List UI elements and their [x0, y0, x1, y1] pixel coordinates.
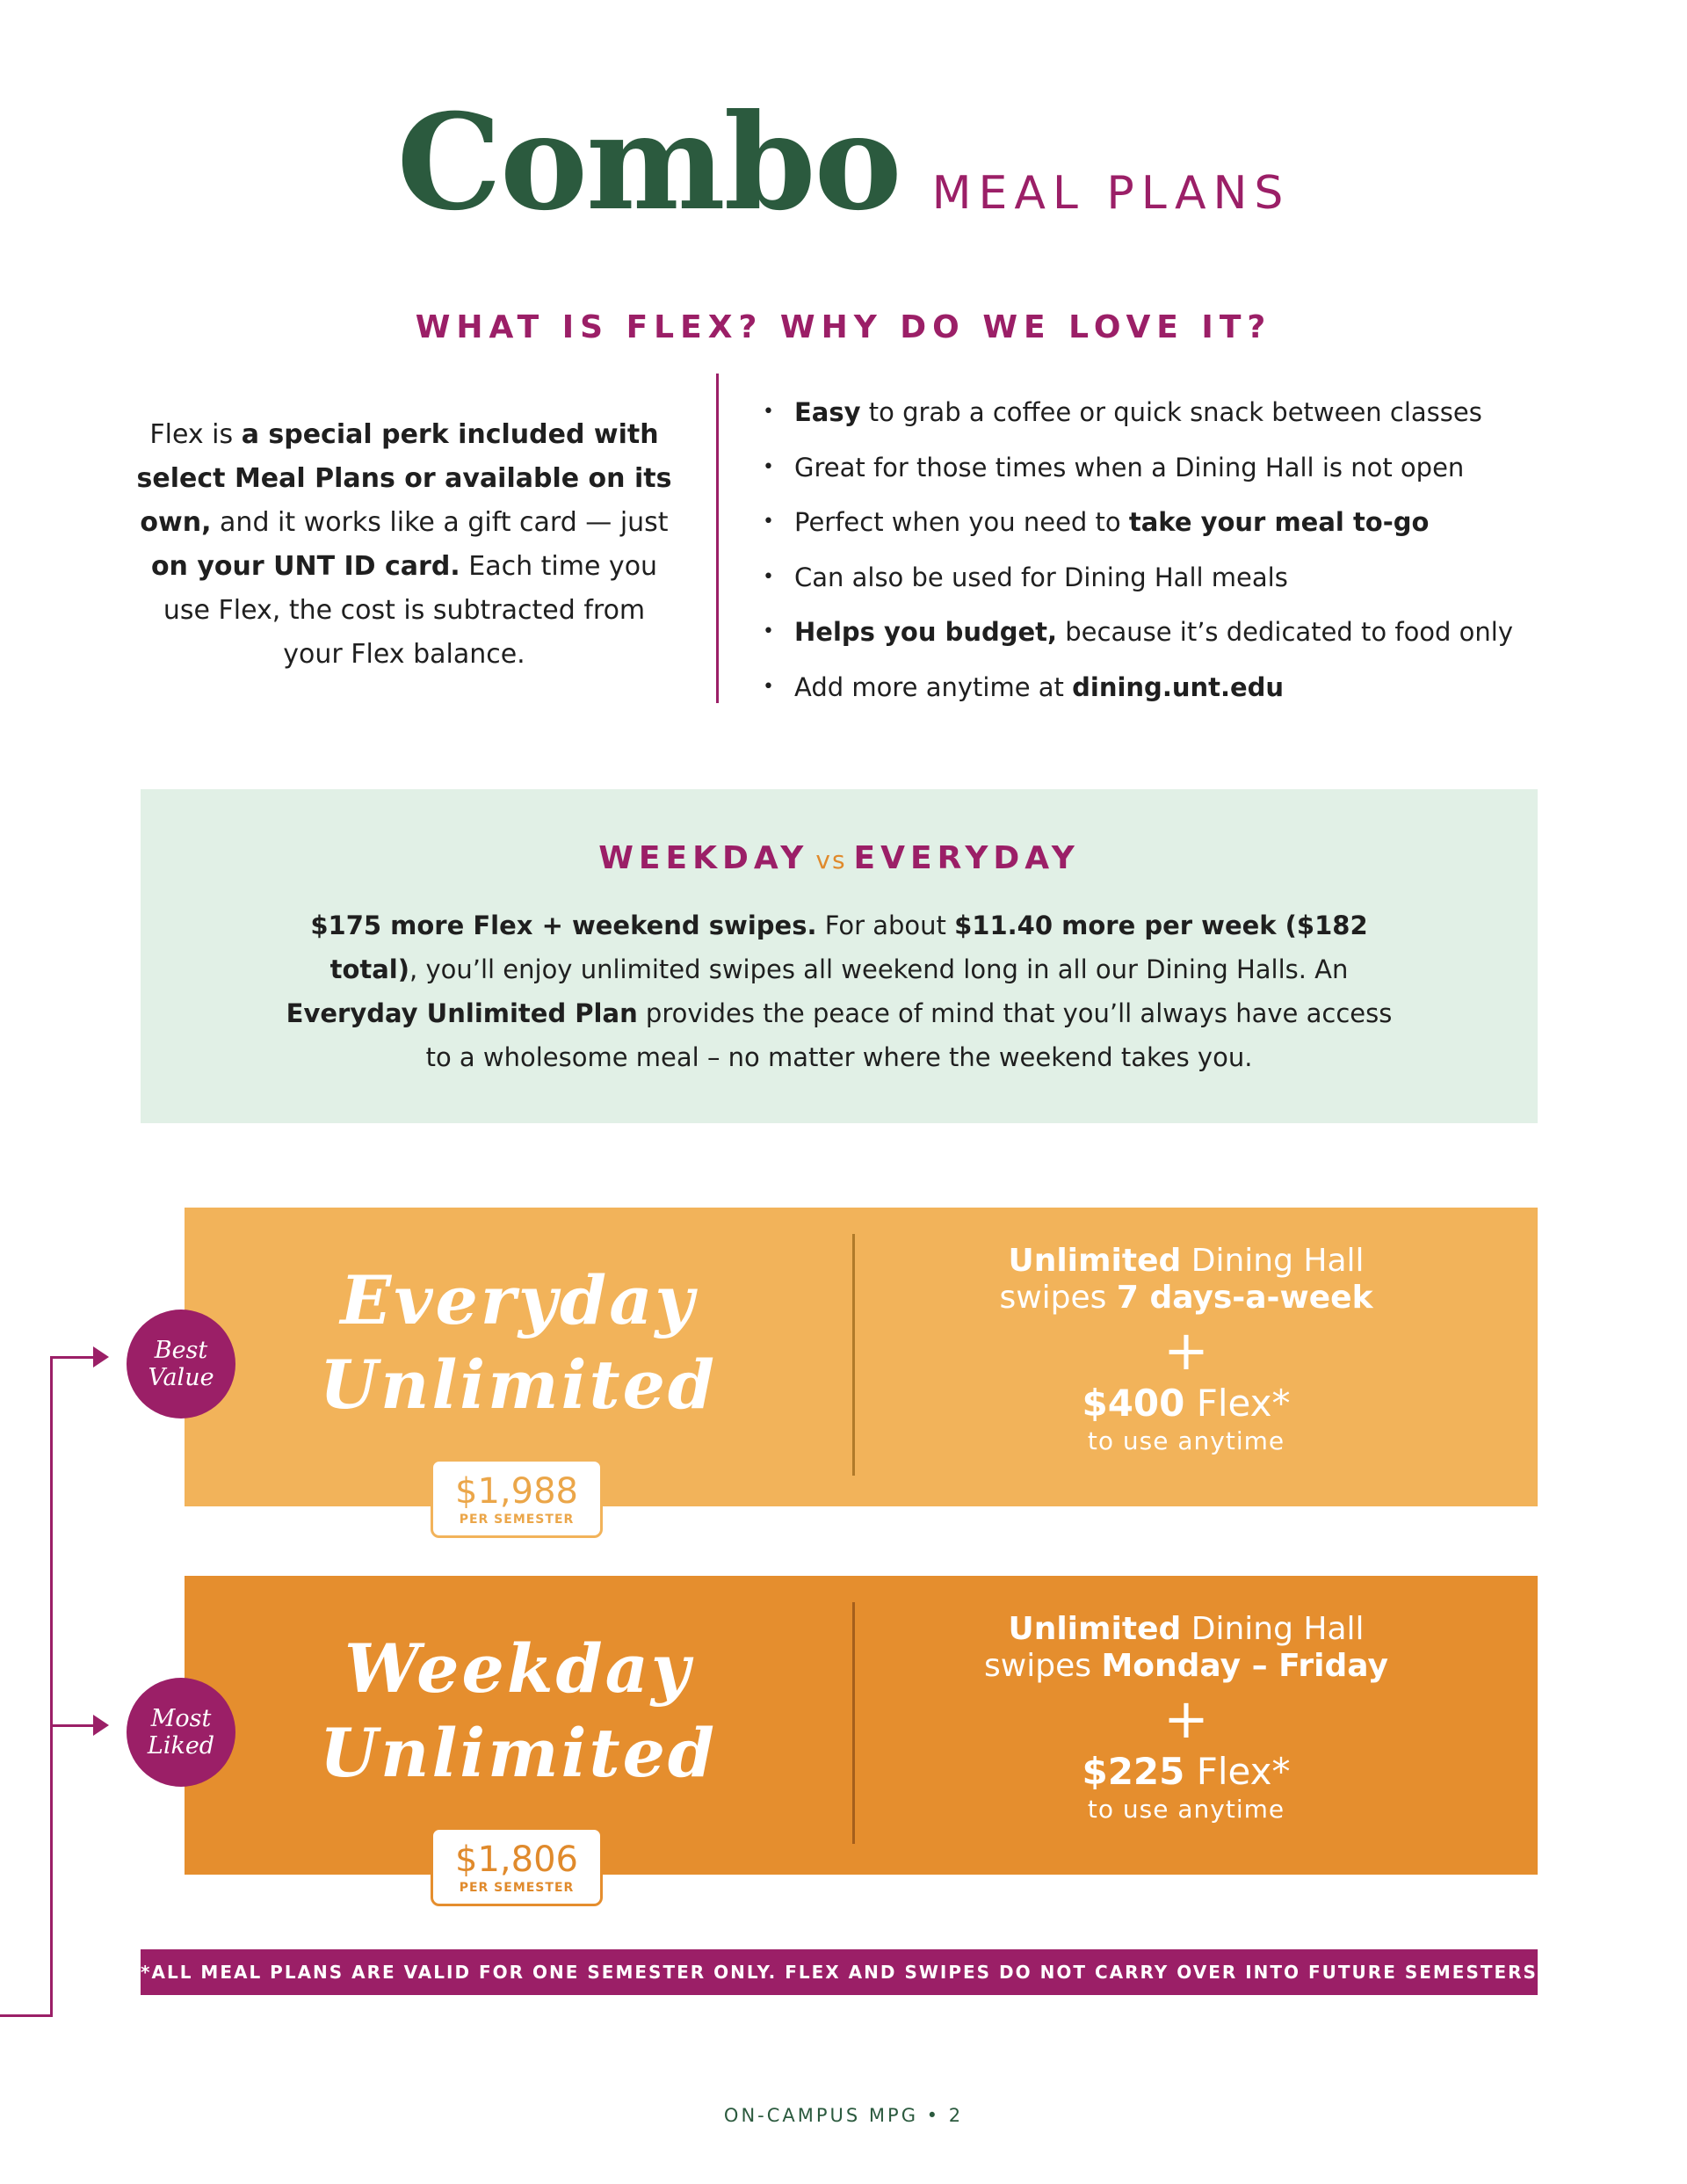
- bullet-icon: •: [763, 455, 774, 478]
- page-title: [0, 85, 1687, 240]
- heading-everyday: EVERYDAY: [853, 840, 1080, 876]
- swipes-line: [879, 1280, 1494, 1317]
- flex-amount-line: [879, 1750, 1494, 1794]
- intro-text: Flex is: [149, 419, 242, 450]
- price-amount: $1,806: [455, 1839, 578, 1880]
- page-footer: ON-CAMPUS MPG • 2: [723, 2105, 964, 2126]
- list-item: [756, 605, 1643, 660]
- swipes-bold: Unlimited: [1008, 1243, 1182, 1279]
- badge-line: Value: [148, 1364, 214, 1391]
- arrow-icon: [93, 1715, 109, 1736]
- price-tag: [431, 1827, 603, 1906]
- arrow-icon: [93, 1346, 109, 1368]
- flex-label: Flex*: [1184, 1750, 1291, 1793]
- swipes-line: [879, 1648, 1494, 1685]
- plus-icon: +: [1163, 1687, 1209, 1751]
- bullet-icon: •: [763, 401, 774, 423]
- list-item: [756, 385, 1643, 440]
- swipes-bold: Monday – Friday: [1101, 1648, 1388, 1684]
- card-divider: [852, 1234, 855, 1476]
- plan-details: [879, 1243, 1494, 1457]
- flex-amount-line: [879, 1382, 1494, 1426]
- flex-intro-paragraph: [132, 413, 677, 677]
- bullet-bold: Easy: [794, 397, 861, 427]
- list-item: [756, 495, 1643, 550]
- comparison-paragraph: [272, 903, 1406, 1079]
- comparison-box: [141, 789, 1538, 1123]
- connector-line: [50, 1356, 96, 1359]
- bullet-link-text: dining.unt.edu: [1072, 671, 1285, 702]
- swipes-bold: 7 days-a-week: [1116, 1280, 1373, 1316]
- swipes-line: [879, 1611, 1494, 1648]
- price-amount: $1,988: [455, 1471, 578, 1512]
- bullet-icon: •: [763, 675, 774, 698]
- connector-line: [50, 1356, 53, 2017]
- flex-subtext: to use anytime: [1087, 1795, 1285, 1824]
- plan-name-line: Unlimited: [319, 1346, 718, 1424]
- swipes-text: Dining Hall: [1181, 1611, 1365, 1647]
- badge-line: Best: [154, 1337, 208, 1364]
- flex-subtext: to use anytime: [1087, 1426, 1285, 1455]
- plan-name-line: Weekday: [344, 1629, 693, 1708]
- plan-name-line: Unlimited: [319, 1714, 718, 1792]
- heading-vs: vs: [815, 845, 847, 874]
- flex-label: Flex*: [1184, 1382, 1291, 1425]
- comparison-bold: Everyday Unlimited Plan: [286, 998, 638, 1028]
- list-item: [756, 550, 1643, 606]
- badge-line: Liked: [147, 1732, 215, 1760]
- bullet-text: to grab a coffee or quick snack between classes: [860, 397, 1482, 427]
- bullet-icon: •: [763, 620, 774, 642]
- flex-heading: WHAT IS FLEX? WHY DO WE LOVE IT?: [415, 309, 1272, 345]
- intro-bold: a special perk included with select Meal Plans or available on its own,: [136, 419, 672, 538]
- flex-amount: $225: [1082, 1750, 1185, 1793]
- title-subtitle: MEAL PLANS: [931, 167, 1291, 220]
- intro-text: and it works like a gift card — just: [211, 507, 669, 538]
- comparison-text: , you’ll enjoy unlimited swipes all weekend long in all our Dining Halls. An: [409, 954, 1349, 984]
- list-item: [756, 660, 1643, 715]
- comparison-text: provides the peace of mind that you’ll always have access to a wholesome meal – no matter where the weekend takes you.: [425, 998, 1393, 1072]
- swipes-text: swipes: [999, 1280, 1117, 1316]
- plan-details: [879, 1611, 1494, 1825]
- comparison-bold: $11.40 more per week ($182 total): [329, 911, 1368, 984]
- bullet-icon: •: [763, 565, 774, 588]
- intro-text: Each time you use Flex, the cost is subtracted from your Flex balance.: [163, 551, 658, 670]
- badge-best-value: [127, 1310, 235, 1419]
- connector-line: [50, 1724, 96, 1727]
- flex-amount: $400: [1082, 1382, 1185, 1425]
- disclaimer-banner: *ALL MEAL PLANS ARE VALID FOR ONE SEMESTER ONLY. FLEX AND SWIPES DO NOT CARRY OVER INTO FUTURE SEMESTERS: [141, 1949, 1538, 1995]
- list-item: [756, 440, 1643, 496]
- bullet-bold: take your meal to-go: [1128, 507, 1430, 537]
- title-main: Combo: [396, 85, 901, 240]
- section-divider: [716, 374, 719, 703]
- swipes-text: swipes: [984, 1648, 1102, 1684]
- comparison-text: For about: [816, 911, 955, 940]
- badge-line: Most: [150, 1705, 212, 1732]
- comparison-bold: $175 more Flex + weekend swipes.: [310, 911, 817, 940]
- plan-name: [185, 1259, 852, 1427]
- comparison-heading: [141, 840, 1538, 876]
- price-unit: PER SEMESTER: [459, 1513, 575, 1527]
- badge-most-liked: [127, 1678, 235, 1787]
- price-tag: [431, 1459, 603, 1538]
- swipes-bold: Unlimited: [1008, 1611, 1182, 1647]
- heading-weekday: WEEKDAY: [598, 840, 809, 876]
- bullet-text: Can also be used for Dining Hall meals: [794, 562, 1288, 592]
- intro-bold: on your UNT ID card.: [150, 551, 460, 582]
- price-unit: PER SEMESTER: [459, 1881, 575, 1895]
- connector-line: [0, 2014, 53, 2017]
- card-divider: [852, 1602, 855, 1844]
- swipes-text: Dining Hall: [1181, 1243, 1365, 1279]
- swipes-line: [879, 1243, 1494, 1280]
- plus-icon: +: [1163, 1318, 1209, 1382]
- flex-benefits-list: [756, 385, 1643, 715]
- plan-name-line: Everyday: [340, 1261, 697, 1339]
- plan-card-weekday: [185, 1576, 1538, 1895]
- bullet-icon: •: [763, 511, 774, 533]
- bullet-text: Perfect when you need to: [794, 507, 1129, 537]
- bullet-text: Great for those times when a Dining Hall is not open: [794, 452, 1465, 483]
- bullet-text: because it’s dedicated to food only: [1057, 617, 1514, 647]
- plan-card-everyday: [185, 1208, 1538, 1527]
- plan-name: [185, 1627, 852, 1796]
- bullet-text: Add more anytime at: [794, 671, 1073, 702]
- bullet-bold: Helps you budget,: [794, 617, 1058, 647]
